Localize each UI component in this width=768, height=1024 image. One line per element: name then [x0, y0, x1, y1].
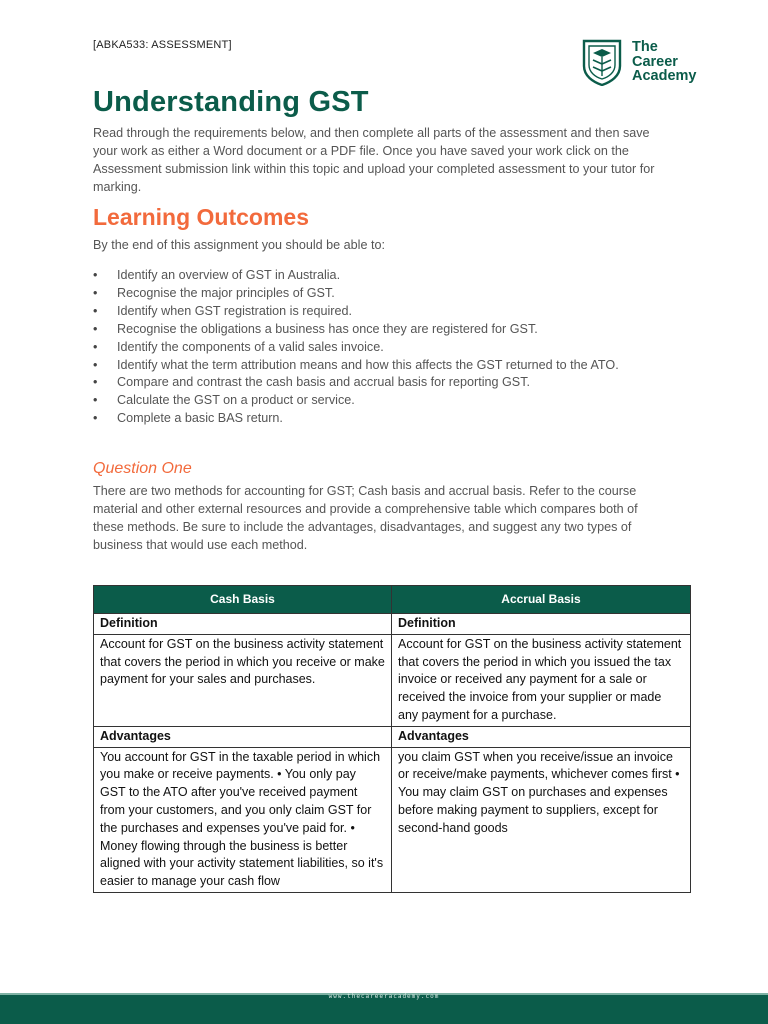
list-item: • Identify what the term attribution means and how this affects the GST returned to the ATO. — [93, 357, 668, 375]
cash-advantages-label: Advantages — [94, 726, 392, 747]
question-one-heading: Question One — [93, 460, 192, 477]
comparison-table — [93, 585, 691, 893]
logo-line-career: Career — [632, 53, 678, 70]
logo-line-the: The — [632, 39, 658, 55]
list-item: • Compare and contrast the cash basis and accrual basis for reporting GST. — [93, 374, 668, 392]
career-academy-logo — [580, 38, 730, 88]
table-row — [94, 634, 691, 726]
accrual-advantages-label: Advantages — [392, 726, 691, 747]
document-tag: [ABKA533: ASSESSMENT] — [93, 39, 232, 51]
list-item: • Identify when GST registration is required. — [93, 303, 668, 321]
bullet-icon: • — [93, 321, 98, 336]
learning-outcomes-list — [93, 267, 668, 428]
accrual-advantages-text: you claim GST when you receive/issue an invoice or receive/make payments, whichever comes first • You may claim GST on purchases and expenses before making payment to suppliers, except for second-hand goods — [392, 747, 691, 892]
logo-line-academy: Academy — [632, 68, 697, 84]
list-item: • Calculate the GST on a product or service. — [93, 392, 668, 410]
header-cash-basis: Cash Basis — [94, 586, 392, 614]
accrual-definition-text: Account for GST on the business activity statement that covers the period in which you issued the tax invoice or received any payment for a sale or received the invoice from your supplier or made any payment for a purchase. — [392, 634, 691, 726]
cash-advantages-text: You account for GST in the taxable period in which you make or receive payments. • You only pay GST to the ATO after you've received payment from your customers, and you only claim GST for the purchases and expenses you've paid for. • Money flowing through the business is better aligned with your activity statement liabilities, so it's easier to manage your cash flow — [94, 747, 392, 892]
table-row — [94, 614, 691, 635]
cash-definition-text: Account for GST on the business activity statement that covers the period in which you receive or make payment for your sales and purchases. — [94, 634, 392, 726]
bullet-icon: • — [93, 285, 98, 300]
list-item: • Recognise the major principles of GST. — [93, 285, 668, 303]
list-item: • Complete a basic BAS return. — [93, 410, 668, 428]
header-accrual-basis: Accrual Basis — [392, 586, 691, 614]
question-one-text: There are two methods for accounting for GST; Cash basis and accrual basis. Refer to the course material and other external resources and provide a comprehensive table which compares both of these methods. Be sure to include the advantages, disadvantages, and suggest any two types of business that would use each method. — [93, 484, 638, 552]
table-header-row — [94, 586, 691, 614]
table-row — [94, 747, 691, 892]
bullet-icon: • — [93, 303, 98, 318]
learning-outcomes-heading: Learning Outcomes — [93, 204, 309, 230]
table-row — [94, 726, 691, 747]
page-title: Understanding GST — [93, 86, 369, 118]
list-item: • Identify an overview of GST in Australia. — [93, 267, 668, 285]
accrual-definition-label: Definition — [392, 614, 691, 635]
list-item: • Recognise the obligations a business has once they are registered for GST. — [93, 321, 668, 339]
list-item: • Identify the components of a valid sales invoice. — [93, 339, 668, 357]
bullet-icon: • — [93, 357, 98, 372]
intro-paragraph: Read through the requirements below, and then complete all parts of the assessment and then save your work as either a Word document or a PDF file. Once you have saved your work click on the Assessment submission link within this topic and upload your completed assessment to your tutor for marking. — [93, 126, 655, 194]
bullet-icon: • — [93, 393, 98, 408]
bullet-icon: • — [93, 268, 98, 282]
bullet-icon: • — [93, 411, 98, 426]
bullet-icon: • — [93, 339, 98, 354]
cash-definition-label: Definition — [94, 614, 392, 635]
learning-outcomes-lead: By the end of this assignment you should be able to: — [93, 238, 385, 252]
bullet-icon: • — [93, 375, 98, 390]
academy-crest-icon — [580, 38, 624, 86]
footer-url[interactable]: www.thecareeracademy.com — [328, 993, 440, 1000]
